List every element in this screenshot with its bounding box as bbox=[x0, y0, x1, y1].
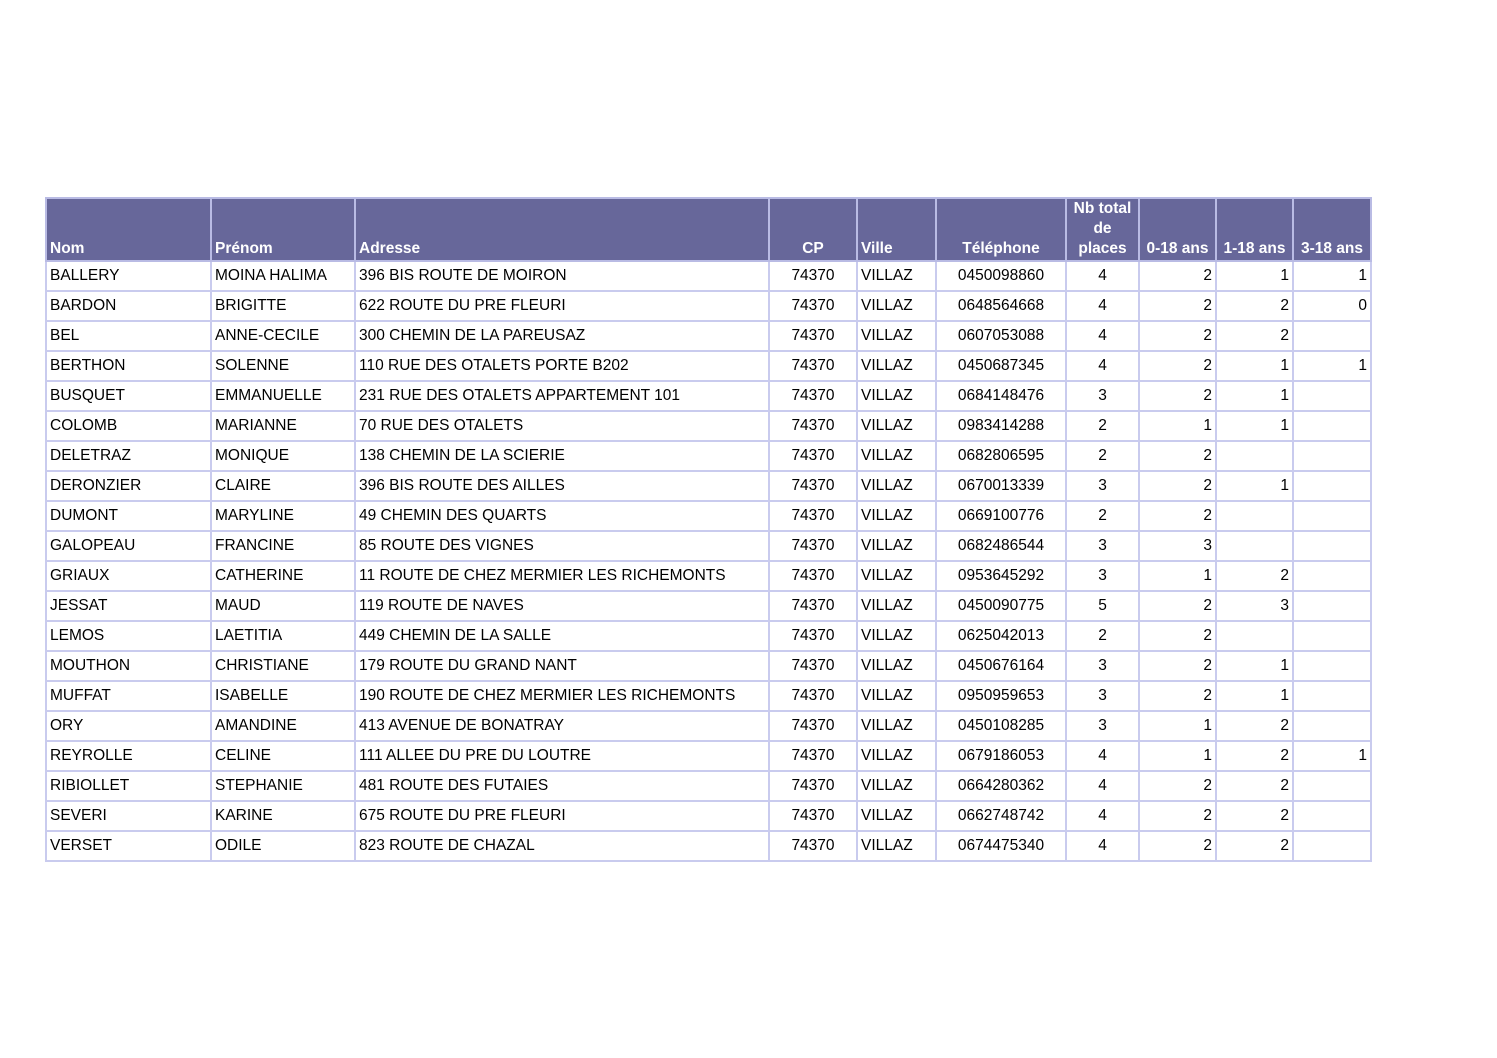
table-row bbox=[46, 561, 1371, 591]
table-row bbox=[46, 411, 1371, 441]
cell-telephone: 0953645292 bbox=[936, 561, 1066, 591]
cell-0-18-ans: 2 bbox=[1139, 291, 1216, 321]
cell-1-18-ans bbox=[1216, 501, 1293, 531]
cell-nb-places: 5 bbox=[1066, 591, 1139, 621]
table-row bbox=[46, 381, 1371, 411]
cell-telephone: 0450098860 bbox=[936, 261, 1066, 291]
cell-3-18-ans bbox=[1293, 321, 1371, 351]
cell-nb-places: 3 bbox=[1066, 651, 1139, 681]
cell-nom: MOUTHON bbox=[46, 651, 211, 681]
cell-1-18-ans: 3 bbox=[1216, 591, 1293, 621]
header-nb-total-places: Nb total de places bbox=[1066, 198, 1139, 261]
cell-prenom: MARIANNE bbox=[211, 411, 355, 441]
cell-1-18-ans: 1 bbox=[1216, 651, 1293, 681]
cell-3-18-ans bbox=[1293, 531, 1371, 561]
table-row bbox=[46, 471, 1371, 501]
cell-nom: DERONZIER bbox=[46, 471, 211, 501]
cell-nb-places: 2 bbox=[1066, 621, 1139, 651]
cell-0-18-ans: 2 bbox=[1139, 321, 1216, 351]
cell-ville: VILLAZ bbox=[857, 651, 936, 681]
cell-prenom: EMMANUELLE bbox=[211, 381, 355, 411]
cell-cp: 74370 bbox=[769, 771, 857, 801]
cell-nom: ORY bbox=[46, 711, 211, 741]
cell-prenom: LAETITIA bbox=[211, 621, 355, 651]
cell-adresse: 49 CHEMIN DES QUARTS bbox=[355, 501, 769, 531]
cell-1-18-ans: 2 bbox=[1216, 711, 1293, 741]
cell-ville: VILLAZ bbox=[857, 561, 936, 591]
cell-cp: 74370 bbox=[769, 411, 857, 441]
cell-nb-places: 4 bbox=[1066, 291, 1139, 321]
table-row bbox=[46, 741, 1371, 771]
cell-ville: VILLAZ bbox=[857, 591, 936, 621]
table-row bbox=[46, 801, 1371, 831]
cell-cp: 74370 bbox=[769, 591, 857, 621]
cell-telephone: 0983414288 bbox=[936, 411, 1066, 441]
cell-3-18-ans: 1 bbox=[1293, 741, 1371, 771]
cell-nom: COLOMB bbox=[46, 411, 211, 441]
cell-3-18-ans bbox=[1293, 501, 1371, 531]
cell-prenom: STEPHANIE bbox=[211, 771, 355, 801]
cell-adresse: 111 ALLEE DU PRE DU LOUTRE bbox=[355, 741, 769, 771]
cell-cp: 74370 bbox=[769, 291, 857, 321]
table-row bbox=[46, 621, 1371, 651]
header-row bbox=[46, 198, 1371, 261]
cell-telephone: 0682486544 bbox=[936, 531, 1066, 561]
cell-0-18-ans: 1 bbox=[1139, 411, 1216, 441]
cell-0-18-ans: 1 bbox=[1139, 741, 1216, 771]
cell-1-18-ans bbox=[1216, 621, 1293, 651]
cell-nom: BARDON bbox=[46, 291, 211, 321]
cell-nb-places: 4 bbox=[1066, 771, 1139, 801]
cell-telephone: 0679186053 bbox=[936, 741, 1066, 771]
cell-nb-places: 4 bbox=[1066, 351, 1139, 381]
cell-prenom: AMANDINE bbox=[211, 711, 355, 741]
cell-cp: 74370 bbox=[769, 351, 857, 381]
cell-prenom: FRANCINE bbox=[211, 531, 355, 561]
cell-adresse: 300 CHEMIN DE LA PAREUSAZ bbox=[355, 321, 769, 351]
cell-ville: VILLAZ bbox=[857, 381, 936, 411]
cell-cp: 74370 bbox=[769, 501, 857, 531]
cell-nb-places: 3 bbox=[1066, 711, 1139, 741]
cell-nb-places: 4 bbox=[1066, 801, 1139, 831]
cell-3-18-ans bbox=[1293, 381, 1371, 411]
cell-prenom: CHRISTIANE bbox=[211, 651, 355, 681]
cell-adresse: 110 RUE DES OTALETS PORTE B202 bbox=[355, 351, 769, 381]
cell-telephone: 0450090775 bbox=[936, 591, 1066, 621]
cell-0-18-ans: 2 bbox=[1139, 591, 1216, 621]
cell-nb-places: 3 bbox=[1066, 531, 1139, 561]
cell-nom: GALOPEAU bbox=[46, 531, 211, 561]
cell-1-18-ans: 2 bbox=[1216, 321, 1293, 351]
cell-nb-places: 2 bbox=[1066, 411, 1139, 441]
cell-0-18-ans: 2 bbox=[1139, 801, 1216, 831]
cell-1-18-ans bbox=[1216, 531, 1293, 561]
cell-nb-places: 3 bbox=[1066, 561, 1139, 591]
cell-ville: VILLAZ bbox=[857, 711, 936, 741]
cell-prenom: MONIQUE bbox=[211, 441, 355, 471]
cell-0-18-ans: 2 bbox=[1139, 681, 1216, 711]
header-0-18-ans: 0-18 ans bbox=[1139, 198, 1216, 261]
cell-0-18-ans: 3 bbox=[1139, 531, 1216, 561]
cell-prenom: BRIGITTE bbox=[211, 291, 355, 321]
cell-nb-places: 3 bbox=[1066, 681, 1139, 711]
cell-nom: DELETRAZ bbox=[46, 441, 211, 471]
cell-adresse: 622 ROUTE DU PRE FLEURI bbox=[355, 291, 769, 321]
cell-prenom: ISABELLE bbox=[211, 681, 355, 711]
cell-prenom: SOLENNE bbox=[211, 351, 355, 381]
cell-adresse: 481 ROUTE DES FUTAIES bbox=[355, 771, 769, 801]
cell-adresse: 823 ROUTE DE CHAZAL bbox=[355, 831, 769, 861]
cell-cp: 74370 bbox=[769, 711, 857, 741]
cell-nb-places: 4 bbox=[1066, 741, 1139, 771]
cell-3-18-ans bbox=[1293, 591, 1371, 621]
header-cp: CP bbox=[769, 198, 857, 261]
cell-ville: VILLAZ bbox=[857, 291, 936, 321]
cell-adresse: 675 ROUTE DU PRE FLEURI bbox=[355, 801, 769, 831]
cell-3-18-ans bbox=[1293, 471, 1371, 501]
cell-nom: RIBIOLLET bbox=[46, 771, 211, 801]
cell-nom: BERTHON bbox=[46, 351, 211, 381]
cell-cp: 74370 bbox=[769, 651, 857, 681]
cell-adresse: 190 ROUTE DE CHEZ MERMIER LES RICHEMONTS bbox=[355, 681, 769, 711]
cell-3-18-ans bbox=[1293, 561, 1371, 591]
cell-1-18-ans: 1 bbox=[1216, 351, 1293, 381]
cell-nb-places: 3 bbox=[1066, 381, 1139, 411]
table-row bbox=[46, 501, 1371, 531]
cell-1-18-ans: 2 bbox=[1216, 291, 1293, 321]
header-ville: Ville bbox=[857, 198, 936, 261]
cell-adresse: 231 RUE DES OTALETS APPARTEMENT 101 bbox=[355, 381, 769, 411]
cell-0-18-ans: 2 bbox=[1139, 501, 1216, 531]
cell-telephone: 0670013339 bbox=[936, 471, 1066, 501]
cell-0-18-ans: 2 bbox=[1139, 471, 1216, 501]
cell-1-18-ans bbox=[1216, 441, 1293, 471]
cell-1-18-ans: 2 bbox=[1216, 801, 1293, 831]
cell-0-18-ans: 2 bbox=[1139, 771, 1216, 801]
cell-telephone: 0950959653 bbox=[936, 681, 1066, 711]
cell-telephone: 0662748742 bbox=[936, 801, 1066, 831]
cell-telephone: 0450108285 bbox=[936, 711, 1066, 741]
cell-cp: 74370 bbox=[769, 801, 857, 831]
cell-3-18-ans bbox=[1293, 621, 1371, 651]
cell-prenom: CELINE bbox=[211, 741, 355, 771]
cell-nb-places: 3 bbox=[1066, 471, 1139, 501]
cell-telephone: 0648564668 bbox=[936, 291, 1066, 321]
cell-adresse: 11 ROUTE DE CHEZ MERMIER LES RICHEMONTS bbox=[355, 561, 769, 591]
cell-0-18-ans: 2 bbox=[1139, 441, 1216, 471]
header-telephone: Téléphone bbox=[936, 198, 1066, 261]
cell-cp: 74370 bbox=[769, 381, 857, 411]
header-prenom: Prénom bbox=[211, 198, 355, 261]
cell-ville: VILLAZ bbox=[857, 441, 936, 471]
cell-adresse: 413 AVENUE DE BONATRAY bbox=[355, 711, 769, 741]
cell-1-18-ans: 1 bbox=[1216, 381, 1293, 411]
cell-nom: GRIAUX bbox=[46, 561, 211, 591]
cell-0-18-ans: 2 bbox=[1139, 381, 1216, 411]
header-3-18-ans: 3-18 ans bbox=[1293, 198, 1371, 261]
cell-telephone: 0450687345 bbox=[936, 351, 1066, 381]
cell-adresse: 396 BIS ROUTE DES AILLES bbox=[355, 471, 769, 501]
cell-cp: 74370 bbox=[769, 441, 857, 471]
cell-3-18-ans bbox=[1293, 771, 1371, 801]
cell-cp: 74370 bbox=[769, 621, 857, 651]
cell-telephone: 0664280362 bbox=[936, 771, 1066, 801]
cell-cp: 74370 bbox=[769, 831, 857, 861]
cell-nb-places: 4 bbox=[1066, 831, 1139, 861]
table-row bbox=[46, 771, 1371, 801]
cell-ville: VILLAZ bbox=[857, 741, 936, 771]
cell-1-18-ans: 1 bbox=[1216, 681, 1293, 711]
cell-nom: SEVERI bbox=[46, 801, 211, 831]
cell-prenom: MAUD bbox=[211, 591, 355, 621]
cell-nb-places: 2 bbox=[1066, 501, 1139, 531]
cell-telephone: 0607053088 bbox=[936, 321, 1066, 351]
cell-nb-places: 4 bbox=[1066, 261, 1139, 291]
cell-adresse: 85 ROUTE DES VIGNES bbox=[355, 531, 769, 561]
table-row bbox=[46, 681, 1371, 711]
cell-nom: MUFFAT bbox=[46, 681, 211, 711]
cell-3-18-ans bbox=[1293, 651, 1371, 681]
cell-3-18-ans bbox=[1293, 441, 1371, 471]
cell-telephone: 0625042013 bbox=[936, 621, 1066, 651]
cell-cp: 74370 bbox=[769, 471, 857, 501]
cell-0-18-ans: 1 bbox=[1139, 561, 1216, 591]
header-nom: Nom bbox=[46, 198, 211, 261]
header-1-18-ans: 1-18 ans bbox=[1216, 198, 1293, 261]
table-row bbox=[46, 321, 1371, 351]
cell-0-18-ans: 2 bbox=[1139, 831, 1216, 861]
cell-cp: 74370 bbox=[769, 321, 857, 351]
cell-nom: BALLERY bbox=[46, 261, 211, 291]
cell-nom: BEL bbox=[46, 321, 211, 351]
cell-ville: VILLAZ bbox=[857, 351, 936, 381]
cell-cp: 74370 bbox=[769, 531, 857, 561]
cell-3-18-ans bbox=[1293, 831, 1371, 861]
cell-ville: VILLAZ bbox=[857, 531, 936, 561]
cell-ville: VILLAZ bbox=[857, 621, 936, 651]
cell-3-18-ans bbox=[1293, 711, 1371, 741]
cell-ville: VILLAZ bbox=[857, 411, 936, 441]
cell-1-18-ans: 1 bbox=[1216, 471, 1293, 501]
table-row bbox=[46, 261, 1371, 291]
cell-telephone: 0684148476 bbox=[936, 381, 1066, 411]
table-row bbox=[46, 351, 1371, 381]
cell-3-18-ans: 0 bbox=[1293, 291, 1371, 321]
table-row bbox=[46, 591, 1371, 621]
cell-nb-places: 4 bbox=[1066, 321, 1139, 351]
table-body bbox=[46, 261, 1371, 861]
cell-1-18-ans: 2 bbox=[1216, 561, 1293, 591]
cell-telephone: 0450676164 bbox=[936, 651, 1066, 681]
cell-cp: 74370 bbox=[769, 681, 857, 711]
cell-0-18-ans: 2 bbox=[1139, 621, 1216, 651]
table-row bbox=[46, 651, 1371, 681]
cell-nom: BUSQUET bbox=[46, 381, 211, 411]
cell-prenom: CLAIRE bbox=[211, 471, 355, 501]
cell-3-18-ans bbox=[1293, 801, 1371, 831]
cell-1-18-ans: 1 bbox=[1216, 411, 1293, 441]
cell-telephone: 0674475340 bbox=[936, 831, 1066, 861]
cell-nom: DUMONT bbox=[46, 501, 211, 531]
cell-nom: REYROLLE bbox=[46, 741, 211, 771]
assistantes-maternelles-table bbox=[45, 197, 1372, 862]
cell-prenom: ODILE bbox=[211, 831, 355, 861]
cell-ville: VILLAZ bbox=[857, 681, 936, 711]
header-adresse: Adresse bbox=[355, 198, 769, 261]
cell-ville: VILLAZ bbox=[857, 261, 936, 291]
cell-prenom: KARINE bbox=[211, 801, 355, 831]
cell-3-18-ans: 1 bbox=[1293, 261, 1371, 291]
cell-telephone: 0682806595 bbox=[936, 441, 1066, 471]
table-row bbox=[46, 711, 1371, 741]
cell-prenom: ANNE-CECILE bbox=[211, 321, 355, 351]
cell-ville: VILLAZ bbox=[857, 501, 936, 531]
cell-3-18-ans bbox=[1293, 411, 1371, 441]
cell-nom: LEMOS bbox=[46, 621, 211, 651]
cell-ville: VILLAZ bbox=[857, 471, 936, 501]
cell-0-18-ans: 2 bbox=[1139, 261, 1216, 291]
cell-prenom: MOINA HALIMA bbox=[211, 261, 355, 291]
cell-prenom: MARYLINE bbox=[211, 501, 355, 531]
cell-cp: 74370 bbox=[769, 561, 857, 591]
cell-adresse: 449 CHEMIN DE LA SALLE bbox=[355, 621, 769, 651]
cell-adresse: 179 ROUTE DU GRAND NANT bbox=[355, 651, 769, 681]
cell-ville: VILLAZ bbox=[857, 801, 936, 831]
cell-ville: VILLAZ bbox=[857, 321, 936, 351]
cell-cp: 74370 bbox=[769, 261, 857, 291]
cell-3-18-ans bbox=[1293, 681, 1371, 711]
cell-1-18-ans: 2 bbox=[1216, 771, 1293, 801]
cell-ville: VILLAZ bbox=[857, 771, 936, 801]
cell-cp: 74370 bbox=[769, 741, 857, 771]
cell-adresse: 396 BIS ROUTE DE MOIRON bbox=[355, 261, 769, 291]
cell-telephone: 0669100776 bbox=[936, 501, 1066, 531]
cell-nom: JESSAT bbox=[46, 591, 211, 621]
cell-adresse: 119 ROUTE DE NAVES bbox=[355, 591, 769, 621]
cell-nom: VERSET bbox=[46, 831, 211, 861]
table-row bbox=[46, 831, 1371, 861]
cell-3-18-ans: 1 bbox=[1293, 351, 1371, 381]
cell-0-18-ans: 1 bbox=[1139, 711, 1216, 741]
cell-adresse: 138 CHEMIN DE LA SCIERIE bbox=[355, 441, 769, 471]
cell-0-18-ans: 2 bbox=[1139, 651, 1216, 681]
cell-1-18-ans: 2 bbox=[1216, 831, 1293, 861]
cell-0-18-ans: 2 bbox=[1139, 351, 1216, 381]
table-row bbox=[46, 531, 1371, 561]
cell-1-18-ans: 1 bbox=[1216, 261, 1293, 291]
cell-1-18-ans: 2 bbox=[1216, 741, 1293, 771]
cell-nb-places: 2 bbox=[1066, 441, 1139, 471]
cell-prenom: CATHERINE bbox=[211, 561, 355, 591]
table-row bbox=[46, 441, 1371, 471]
table-row bbox=[46, 291, 1371, 321]
cell-adresse: 70 RUE DES OTALETS bbox=[355, 411, 769, 441]
cell-ville: VILLAZ bbox=[857, 831, 936, 861]
